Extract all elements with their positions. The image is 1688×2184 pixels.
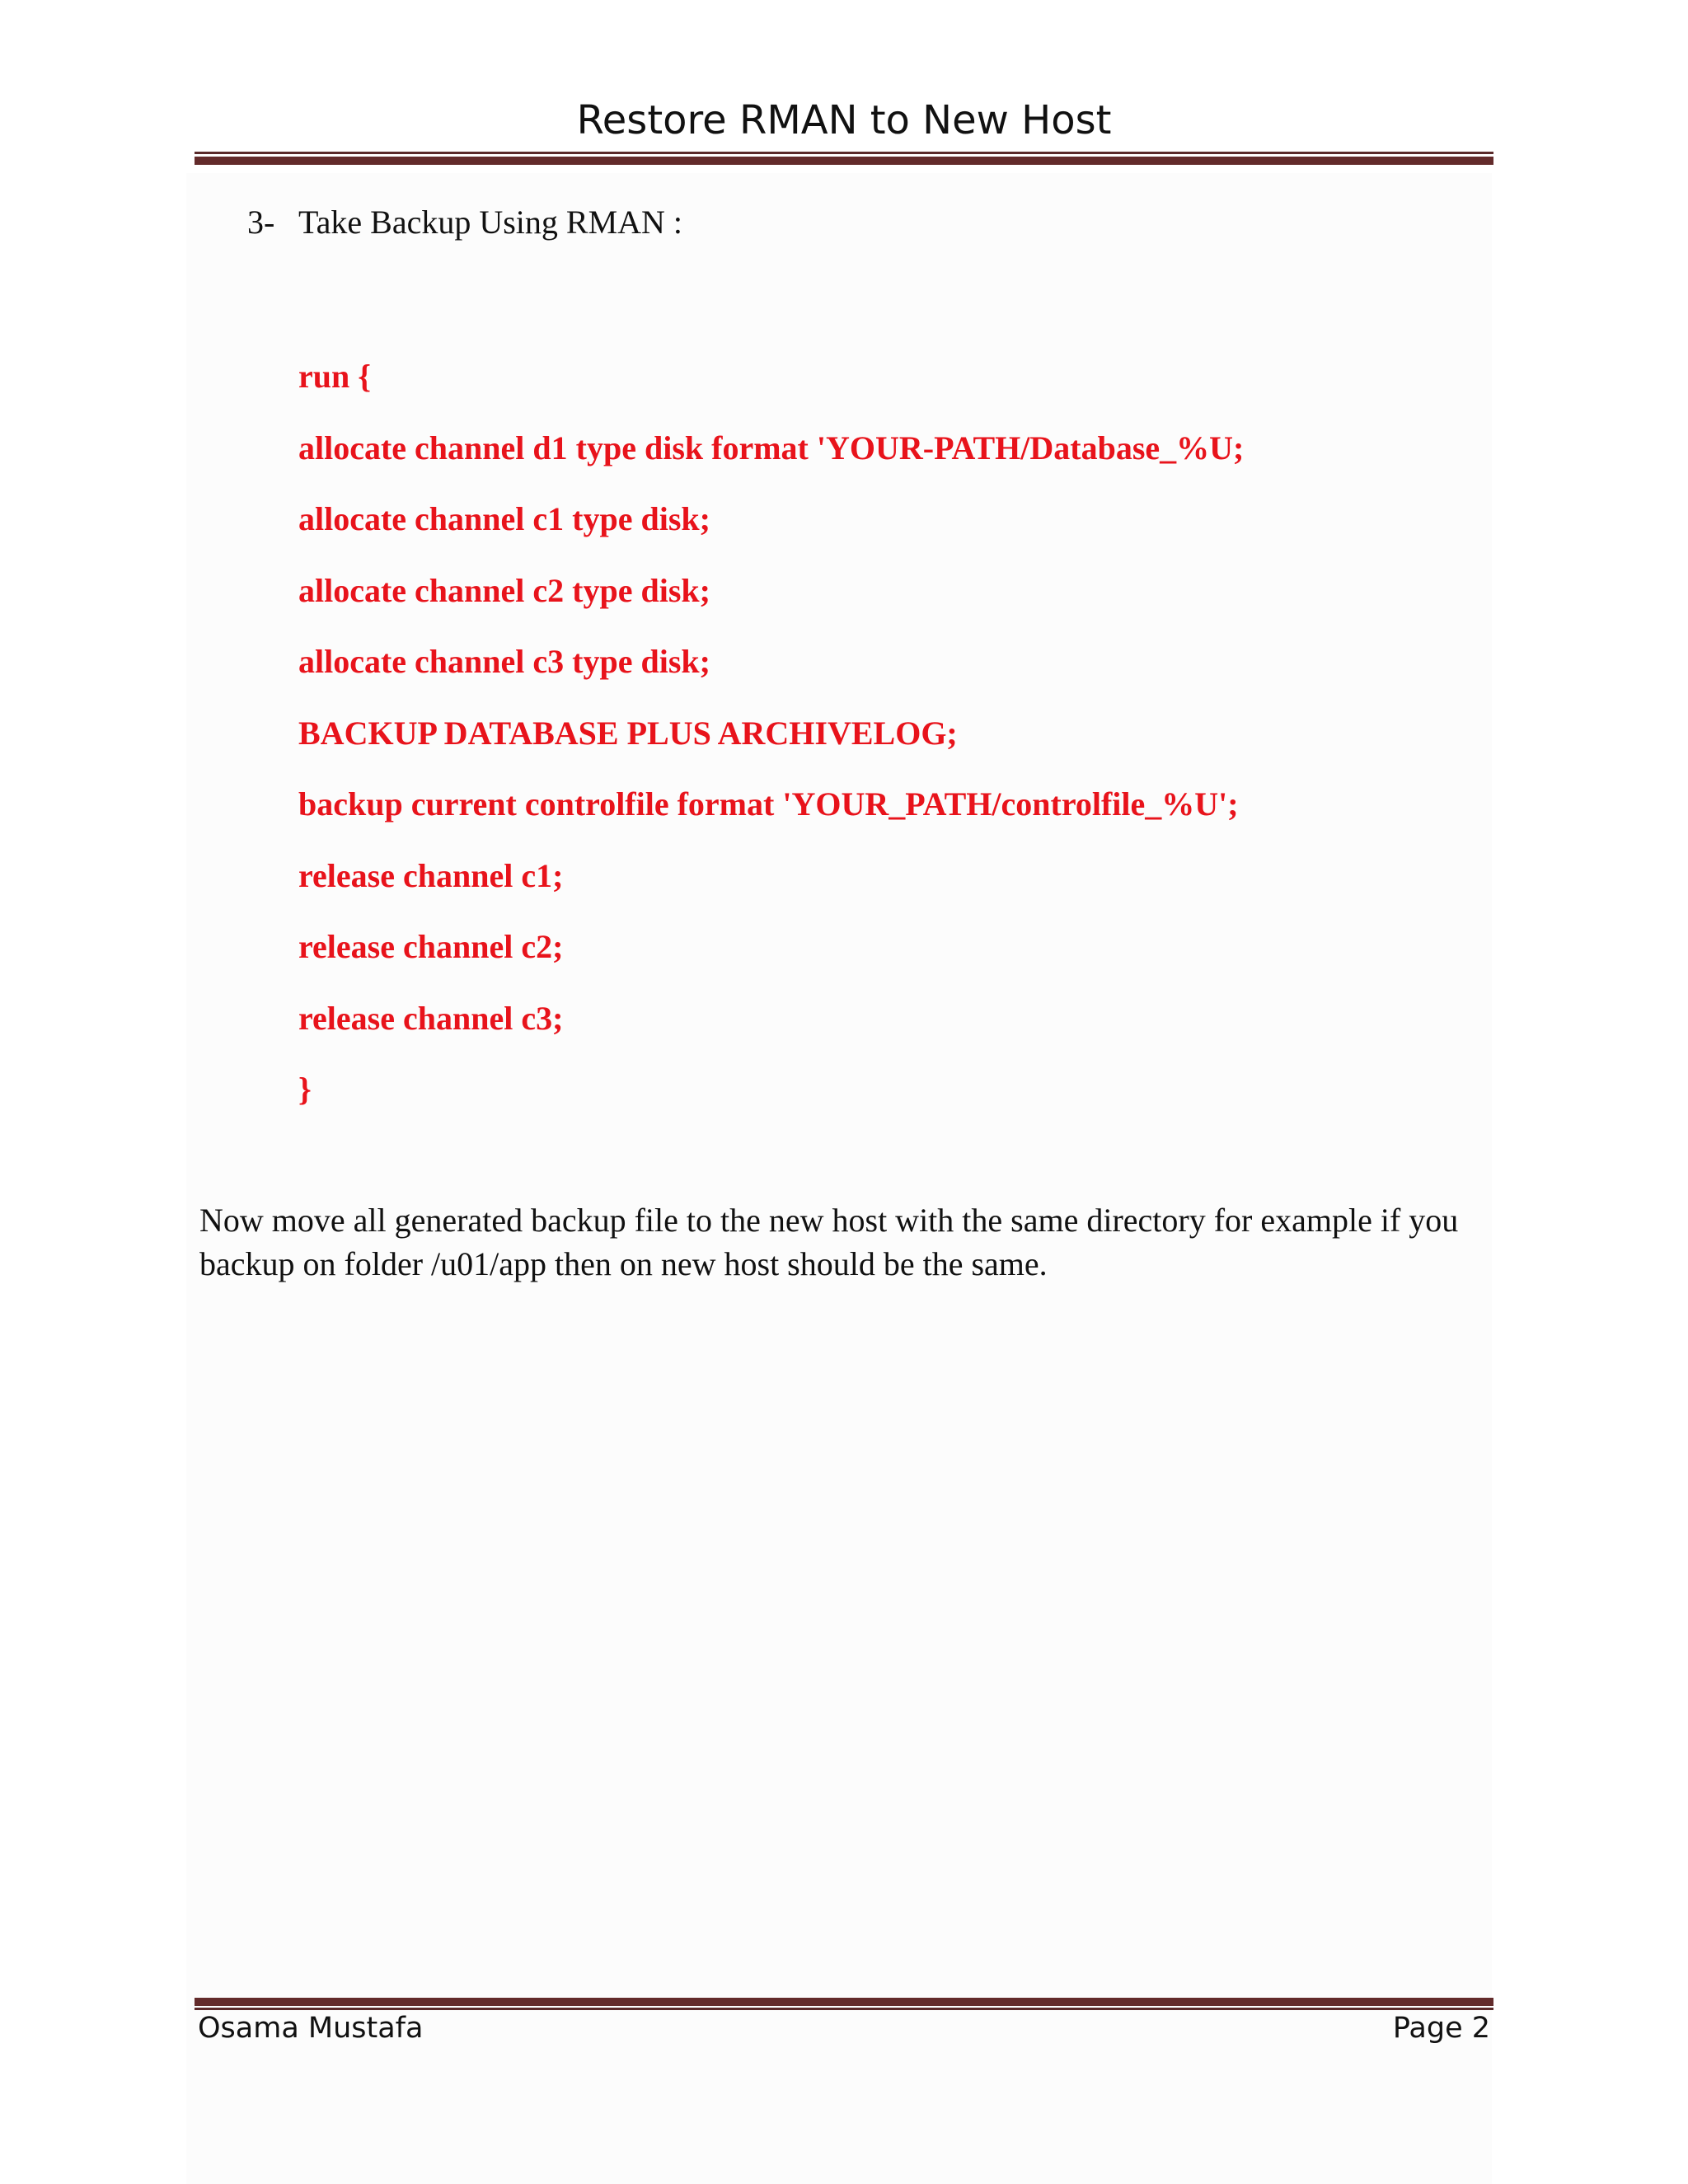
code-line: release channel c2; bbox=[298, 928, 564, 965]
step-heading bbox=[247, 203, 682, 242]
code-line: run { bbox=[298, 358, 372, 395]
code-line: BACKUP DATABASE PLUS ARCHIVELOG; bbox=[298, 714, 958, 752]
rman-code-block bbox=[298, 341, 1244, 1126]
code-line: } bbox=[298, 1071, 312, 1108]
body-paragraph: Now move all generated backup file to the new host with the same directory for example if you backup on folder /u01/app then on new host should be the same. bbox=[199, 1202, 1459, 1282]
code-line: release channel c1; bbox=[298, 856, 564, 894]
code-line: allocate channel c1 type disk; bbox=[298, 500, 710, 537]
footer-page-number: Page 2 bbox=[1392, 2012, 1490, 2045]
code-line: backup current controlfile format 'YOUR_PATH/controlfile_%U'; bbox=[298, 785, 1239, 823]
header-rule-thin bbox=[195, 152, 1493, 154]
step-number: 3- bbox=[247, 204, 275, 241]
footer-author: Osama Mustafa bbox=[198, 2012, 424, 2045]
footer-rule-thin bbox=[195, 2008, 1493, 2010]
code-line: release channel c3; bbox=[298, 999, 564, 1037]
header-rule-thick bbox=[195, 157, 1493, 165]
code-line: allocate channel c2 type disk; bbox=[298, 571, 710, 609]
code-line: allocate channel c3 type disk; bbox=[298, 643, 710, 680]
footer-rule-thick bbox=[195, 1998, 1493, 2006]
code-line: allocate channel d1 type disk format 'YOUR-PATH/Database_%U; bbox=[298, 429, 1245, 466]
page-title: Restore RMAN to New Host bbox=[576, 97, 1112, 143]
step-heading-text: Take Backup Using RMAN : bbox=[298, 204, 683, 241]
